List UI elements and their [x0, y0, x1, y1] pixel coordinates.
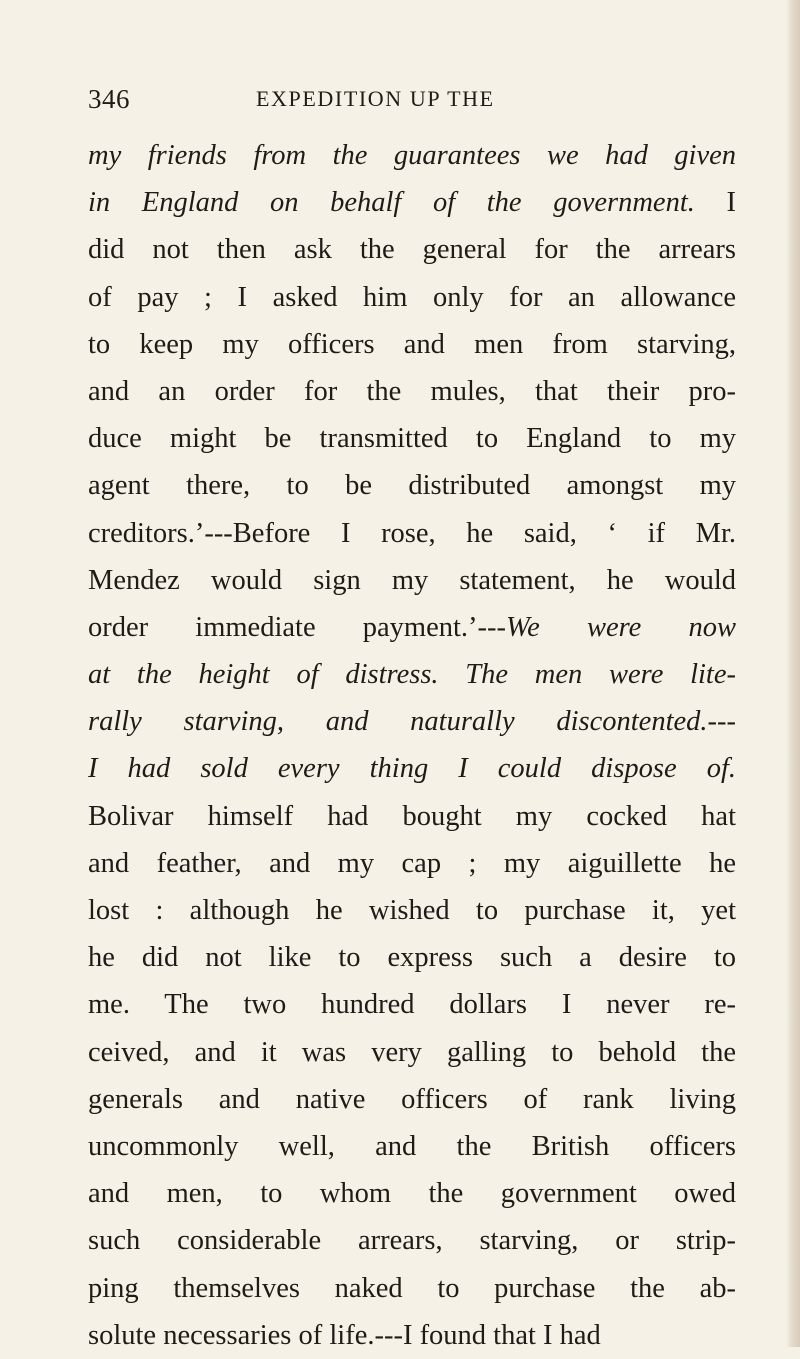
text-line	[88, 179, 736, 226]
text-line	[88, 1029, 736, 1076]
text-line	[88, 651, 736, 698]
text-line	[88, 368, 736, 415]
text-line	[88, 1312, 736, 1359]
page-number: 346	[88, 84, 130, 114]
roman-text: of pay ; I asked him only for an allowance	[88, 281, 736, 313]
text-line	[88, 887, 736, 934]
text-line	[88, 321, 736, 368]
text-line	[88, 604, 736, 651]
roman-text: me. The two hundred dollars I never re-	[88, 989, 736, 1021]
roman-text: agent there, to be distributed amongst my	[88, 470, 736, 502]
roman-text: order immediate payment.’---	[88, 611, 506, 643]
roman-text: Mendez would sign my statement, he would	[88, 564, 736, 596]
text-line	[88, 415, 736, 462]
text-line	[88, 793, 736, 840]
text-line	[88, 745, 736, 792]
roman-text: and men, to whom the government owed	[88, 1178, 736, 1210]
text-line	[88, 981, 736, 1028]
italic-text: rally starving, and naturally discontented.---	[88, 706, 736, 738]
text-line	[88, 698, 736, 745]
page-edge-shadow	[786, 0, 800, 1347]
page-header	[88, 84, 728, 124]
text-line	[88, 557, 736, 604]
text-line	[88, 1076, 736, 1123]
roman-text: to keep my officers and men from starving,	[88, 328, 736, 360]
text-line	[88, 1217, 736, 1264]
roman-text: duce might be transmitted to England to my	[88, 423, 736, 455]
roman-text: I	[694, 187, 736, 219]
text-line	[88, 510, 736, 557]
roman-text: creditors.’---Before I rose, he said, ‘ if Mr.	[88, 517, 736, 549]
text-line	[88, 274, 736, 321]
roman-text: lost : although he wished to purchase it, yet	[88, 895, 736, 926]
text-line	[88, 462, 736, 509]
italic-text: We were now	[506, 611, 736, 643]
italic-text: at the height of distress. The men were lite-	[88, 659, 736, 691]
roman-text: generals and native officers of rank living	[88, 1083, 736, 1115]
running-head: EXPEDITION UP THE	[256, 86, 495, 111]
italic-text: I had sold every thing I could dispose of.	[88, 753, 736, 785]
roman-text: solute necessaries of life.---I found that I had	[88, 1319, 601, 1351]
text-line	[88, 1170, 736, 1217]
text-line	[88, 840, 736, 887]
text-line	[88, 132, 736, 179]
text-line	[88, 226, 736, 273]
roman-text: such considerable arrears, starving, or strip-	[88, 1225, 736, 1257]
roman-text: ping themselves naked to purchase the ab-	[88, 1272, 736, 1304]
italic-text: my friends from the guarantees we had given	[88, 140, 736, 171]
text-line	[88, 934, 736, 981]
roman-text: did not then ask the general for the arrears	[88, 234, 736, 266]
italic-text: in England on behalf of the government.	[88, 187, 695, 219]
roman-text: ceived, and it was very galling to behold the	[88, 1036, 736, 1068]
roman-text: he did not like to express such a desire to	[88, 942, 736, 974]
roman-text: and an order for the mules, that their pro-	[88, 375, 736, 407]
roman-text: uncommonly well, and the British officers	[88, 1130, 736, 1162]
body-text	[88, 132, 736, 1359]
roman-text: Bolivar himself had bought my cocked hat	[88, 800, 736, 832]
roman-text: and feather, and my cap ; my aiguillette he	[88, 847, 736, 879]
text-line	[88, 1123, 736, 1170]
text-line	[88, 1265, 736, 1312]
